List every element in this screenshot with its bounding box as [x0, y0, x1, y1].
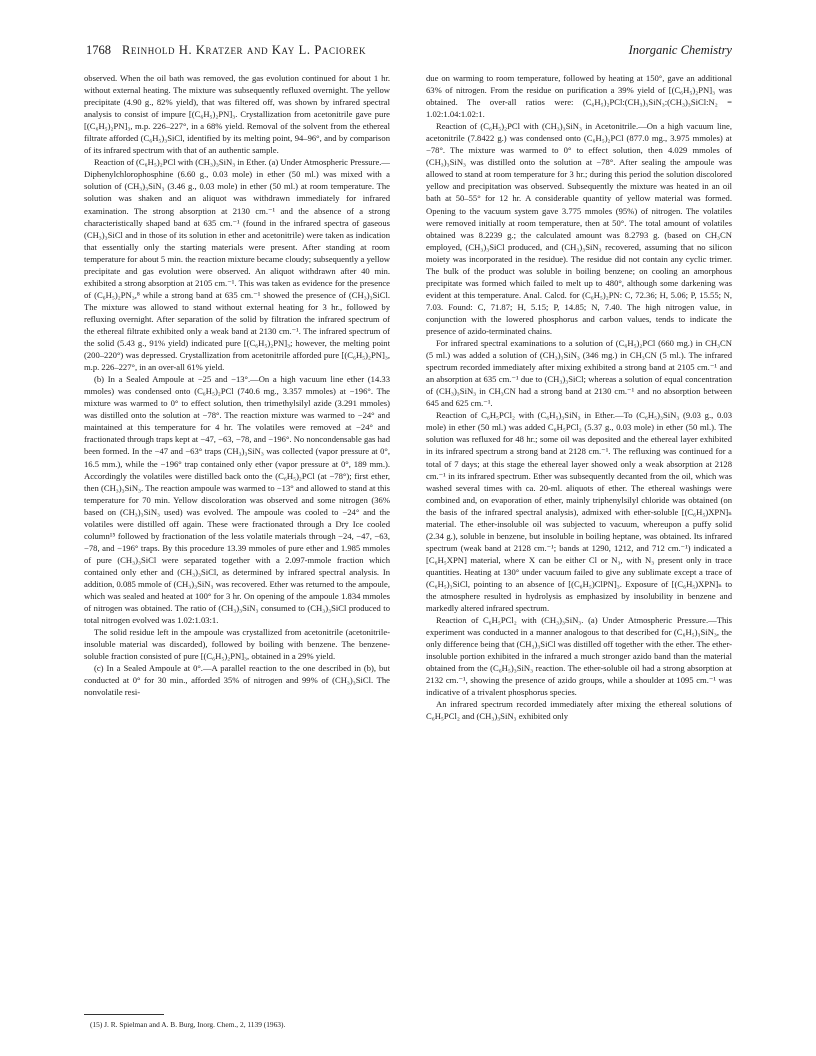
paragraph: (c) In a Sealed Ampoule at 0°.—A parallel reaction to the one described in (b), but conducted at 0° for 30 min., afforded 35% of nitrogen and 99% of (CH₃)₃SiCl. The nonvolatile resi-	[84, 663, 390, 698]
paragraph: Reaction of C₆H₅PCl₂ with (CH₃)₃SiN₃. (a) Under Atmospheric Pressure.—This experiment was conducted in a manner analogous to that described for (C₆H₅)₃SiN₃, the only difference being that (CH₃)₃SiCl was distilled off together with the ether. The ether-insoluble portion exhibited in the infrared a much stronger azido band than the material obtained from the (C₆H₅)₃SiN₃ reaction. The ether-soluble oil had a strong absorption at 2132 cm.⁻¹, showing the presence of azido groups, while a shoulder at 1095 cm.⁻¹ was indicative of a trivalent phosphorus species.	[426, 615, 732, 698]
footnote-divider	[84, 1014, 164, 1015]
paragraph: Reaction of (C₆H₅)₂PCl with (CH₃)₃SiN₃ in Acetonitrile.—On a high vacuum line, acetonitrile (7.8422 g.) was condensed onto (C₆H₅)₂PCl (877.0 mg., 3.975 mmoles) at −78°. The mixture was warmed to 0° to effect solution, then 4.029 mmoles of (CH₃)₃SiN₃ was distilled onto the solution at −78°. After sealing the ampoule was allowed to stand at room temperature for 3 hr.; during this period the solution discolored yellow and precipitation was observed. Subsequently the mixture was heated in an oil bath at 50–55° for 12 hr. A considerable quantity of yellow material was formed. Opening to the vacuum system gave 3.775 mmoles (95%) of nitrogen. The volatiles were removed initially at room temperature, then at 50°. The total amount of volatiles obtained was 8.2239 g.; the calculated amount was 8.2793 g. (based on CH₃CN employed, (CH₃)₃SiCl produced, and (CH₃)₃SiN₃ recovered, assuming that no silicon moiety was incorporated in the residue). The residue did not contain any cyclic trimer. The bulk of the product was soluble in boiling benzene; on cooling an amorphous precipitate was formed which failed to melt up to 480°, although some darkening was evident at this temperature. Anal. Calcd. for (C₆H₅)₂PN: C, 72.36; H, 5.06; P, 15.55; N, 7.03. Found: C, 71.87; H, 5.15; P, 14.85; N, 7.40. The high nitrogen value, in conjunction with the lowered phosphorus and carbon values, tends to indicate the presence of azido-terminated chains.	[426, 121, 732, 336]
paragraph: observed. When the oil bath was removed, the gas evolution continued for about 1 hr. without external heating. The mixture was subsequently refluxed overnight. The yellow precipitate (4.90 g., 82% yield), that was filtered off, was shown by infrared spectral analysis to consist of impure [(C₆H₅)₂PN]₃. Crystallization from acetonitrile gave pure [(C₆H₅)₂PN]₃, m.p. 226–227°, in a 68% yield. Removal of the solvent from the ethereal filtrate afforded (C₆H₅)₃SiCl, identified by its melting point, 94–96°, and by comparison of its infrared spectrum with that of an authentic sample.	[84, 73, 390, 156]
paragraph: For infrared spectral examinations to a solution of (C₆H₅)₂PCl (660 mg.) in CH₃CN (5 ml.) was added a solution of (CH₃)₃SiN₃ (346 mg.) in CH₃CN (5 ml.). The infrared spectrum recorded immediately after mixing exhibited a strong band at 2105 cm.⁻¹ and an absorption at 635 cm.⁻¹ due to (CH₃)₃SiCl; whereas a solution of equal concentration of (CH₃)₃SiN₃ in CH₃CN had a strong band at 2130 cm.⁻¹ and no absorption between 645 and 625 cm.⁻¹.	[426, 338, 732, 409]
paragraph: The solid residue left in the ampoule was crystallized from acetonitrile (acetonitrile-insoluble material was discarded), followed by boiling with benzene. The benzene-soluble fraction consisted of pure [(C₆H₅)₂PN]₃, obtained in a 29% yield.	[84, 627, 390, 662]
running-header	[86, 43, 732, 57]
page-number: 1768	[86, 43, 111, 57]
journal-name: Inorganic Chemistry	[628, 43, 732, 57]
running-authors: Reinhold H. Kratzer and Kay L. Paciorek	[122, 43, 367, 57]
paragraph: An infrared spectrum recorded immediately after mixing the ethereal solutions of C₆H₅PCl₂ and (CH₃)₃SiN₃ exhibited only	[426, 699, 732, 722]
left-column	[84, 72, 390, 1006]
right-column	[426, 72, 732, 1054]
paragraph: Reaction of (C₆H₅)₂PCl with (CH₃)₃SiN₃ in Ether. (a) Under Atmospheric Pressure.—Diphenylchlorophosphine (6.60 g., 0.03 mole) in ether (50 ml.) was mixed with a solution of (CH₃)₃SiN₃ (3.46 g., 0.03 mole) in ether (50 ml.) at room temperature. The solution was shaken and an aliquot was withdrawn immediately for infrared examination. The strong absorption at 2130 cm.⁻¹ and the absence of a strong characteristically shaped band at 635 cm.⁻¹ (found in the infrared spectra of gaseous (CH₃)₃SiCl and in those of its solution in ether and acetonitrile) were taken as indication that essentially only the starting materials were present. After standing at room temperature for about 5 min. the reaction mixture became cloudy; subsequently a yellow precipitate and gas evolution were observed. An aliquot withdrawn after 40 min. exhibited a strong absorption at 2105 cm.⁻¹. This was taken as evidence for the presence of (C₆H₅)₂PN₃,⁸ while a strong band at 635 cm.⁻¹ showed the presence of (CH₃)₃SiCl. The mixture was allowed to stand without external heating for 3 hr., followed by refluxing overnight. After separation of the solid by filtration the infrared spectrum of the ethereal filtrate exhibited only a weak band at 2130 cm.⁻¹. The infrared spectrum of the solid (5.43 g., 91% yield) indicated pure [(C₆H₅)₂PN]₃; however, the melting point (200–220°) was depressed. Crystallization from acetonitrile afforded pure [(C₆H₅)₂PN]₃, m.p. 226–227°, in an over-all 61% yield.	[84, 157, 390, 373]
paragraph: Reaction of C₆H₅PCl₂ with (C₆H₅)₃SiN₃ in Ether.—To (C₆H₅)₃SiN₃ (9.03 g., 0.03 mole) in ether (50 ml.) was added C₆H₅PCl₂ (5.37 g., 0.03 mole) in ether (50 ml.). The solution was refluxed for 48 hr.; some oil was deposited and the ethereal layer exhibited in its infrared spectrum a strong band at 2128 cm.⁻¹. The refluxing was continued for a total of 7 days; at this stage the ethereal layer showed only a weak absorption at 2128 cm.⁻¹ in its infrared spectrum. Ether was subsequently decanted from the oil, which was washed several times with ca. 20-ml. aliquots of ether. The ethereal washings were combined and, on evaporation of ether, mainly triphenylsilyl chloride was obtained (on the basis of the infrared spectral analysis), admixed with ether-soluble [(C₆H₅)XPN]ₙ material. The ether-insoluble oil was subjected to vacuum, whereupon a puffy solid (2.34 g.), soluble in benzene, but insoluble in boiling heptane, was obtained. Its infrared spectrum (weak band at 2128 cm.⁻¹; bands at 1290, 1212, and 712 cm.⁻¹) indicated a [C₆H₅XPN] material, where X can be either Cl or N₃, with N₃ present only in trace quantities. Heating at 130° under vacuum failed to give any sublimate except a trace of (C₆H₅)₃SiCl, pointing to an absence of [(C₆H₅)ClPN]₃. Exposure of [(C₆H₅)XPN]ₙ to the atmosphere resulted in hydrolysis as emphasized by insolubility in benzene and markedly altered infrared spectrum.	[426, 410, 732, 614]
footnote: (15) J. R. Spielman and A. B. Burg, Inorg. Chem., 2, 1139 (1963).	[90, 1020, 286, 1029]
paragraph: due on warming to room temperature, followed by heating at 150°, gave an additional 63% of nitrogen. From the residue on purification a 39% yield of [(C₆H₅)₂PN]₃ was obtained. The over-all ratios were: (C₆H₅)₂PCl:(CH₃)₃SiN₃:(CH₃)₃SiCl:N₂ = 1.02:1.04:1.02:1.	[426, 73, 732, 120]
paragraph: (b) In a Sealed Ampoule at −25 and −13°.—On a high vacuum line ether (14.33 mmoles) was condensed onto (C₆H₅)₂PCl (740.6 mg., 3.357 mmoles) at −196°. The mixture was warmed to 0° to effect solution, then trimethylsilyl azide (3.291 mmoles) was distilled onto the solution at −78°. The reaction mixture was warmed to −24° and maintained at this temperature for 4 hr. The volatiles were removed at −24° and fractionated through traps kept at −47, −63, −78, and −196°. No noncondensable gas had been formed. In the −47 and −63° traps (CH₃)₃SiN₃ was collected (vapor pressure at 0°, 16.5 mm.), while the −196° trap contained only ether (vapor pressure at 0°, 189 mm.). Accordingly the volatiles were distilled back onto the (C₆H₅)₂PCl (at −78°); first ether, then (CH₃)₃SiN₃. The reaction ampoule was warmed to −13° and allowed to stand at this temperature for 70 min. Yellow discoloration was observed and some nitrogen (36% based on (CH₃)₃SiN₃ used) was evolved. The ampoule was cooled to −24° and the volatiles were distilled off again. These were fractionated through a Dry Ice cooled column¹⁵ followed by fractionation of the less volatile materials through −24, −47, −63, −78, and −196° traps. By this procedure 13.39 mmoles of pure ether and 1.985 mmoles of pure (CH₃)₃SiCl were separated together with a 2.097-mmole fraction which contained only ether and (CH₃)₃SiCl, as determined by infrared spectral analysis. In addition, 0.085 mmole of (CH₃)₃SiN₃ was recovered. Ether was returned to the ampoule, which was sealed and heated at 100° for 3 hr. On opening of the ampoule 1.834 mmoles of nitrogen was obtained. The ratio of (CH₃)₃SiN₃ consumed to (CH₃)₃SiCl produced to total nitrogen evolved was 1.02:1.03:1.	[84, 374, 390, 626]
